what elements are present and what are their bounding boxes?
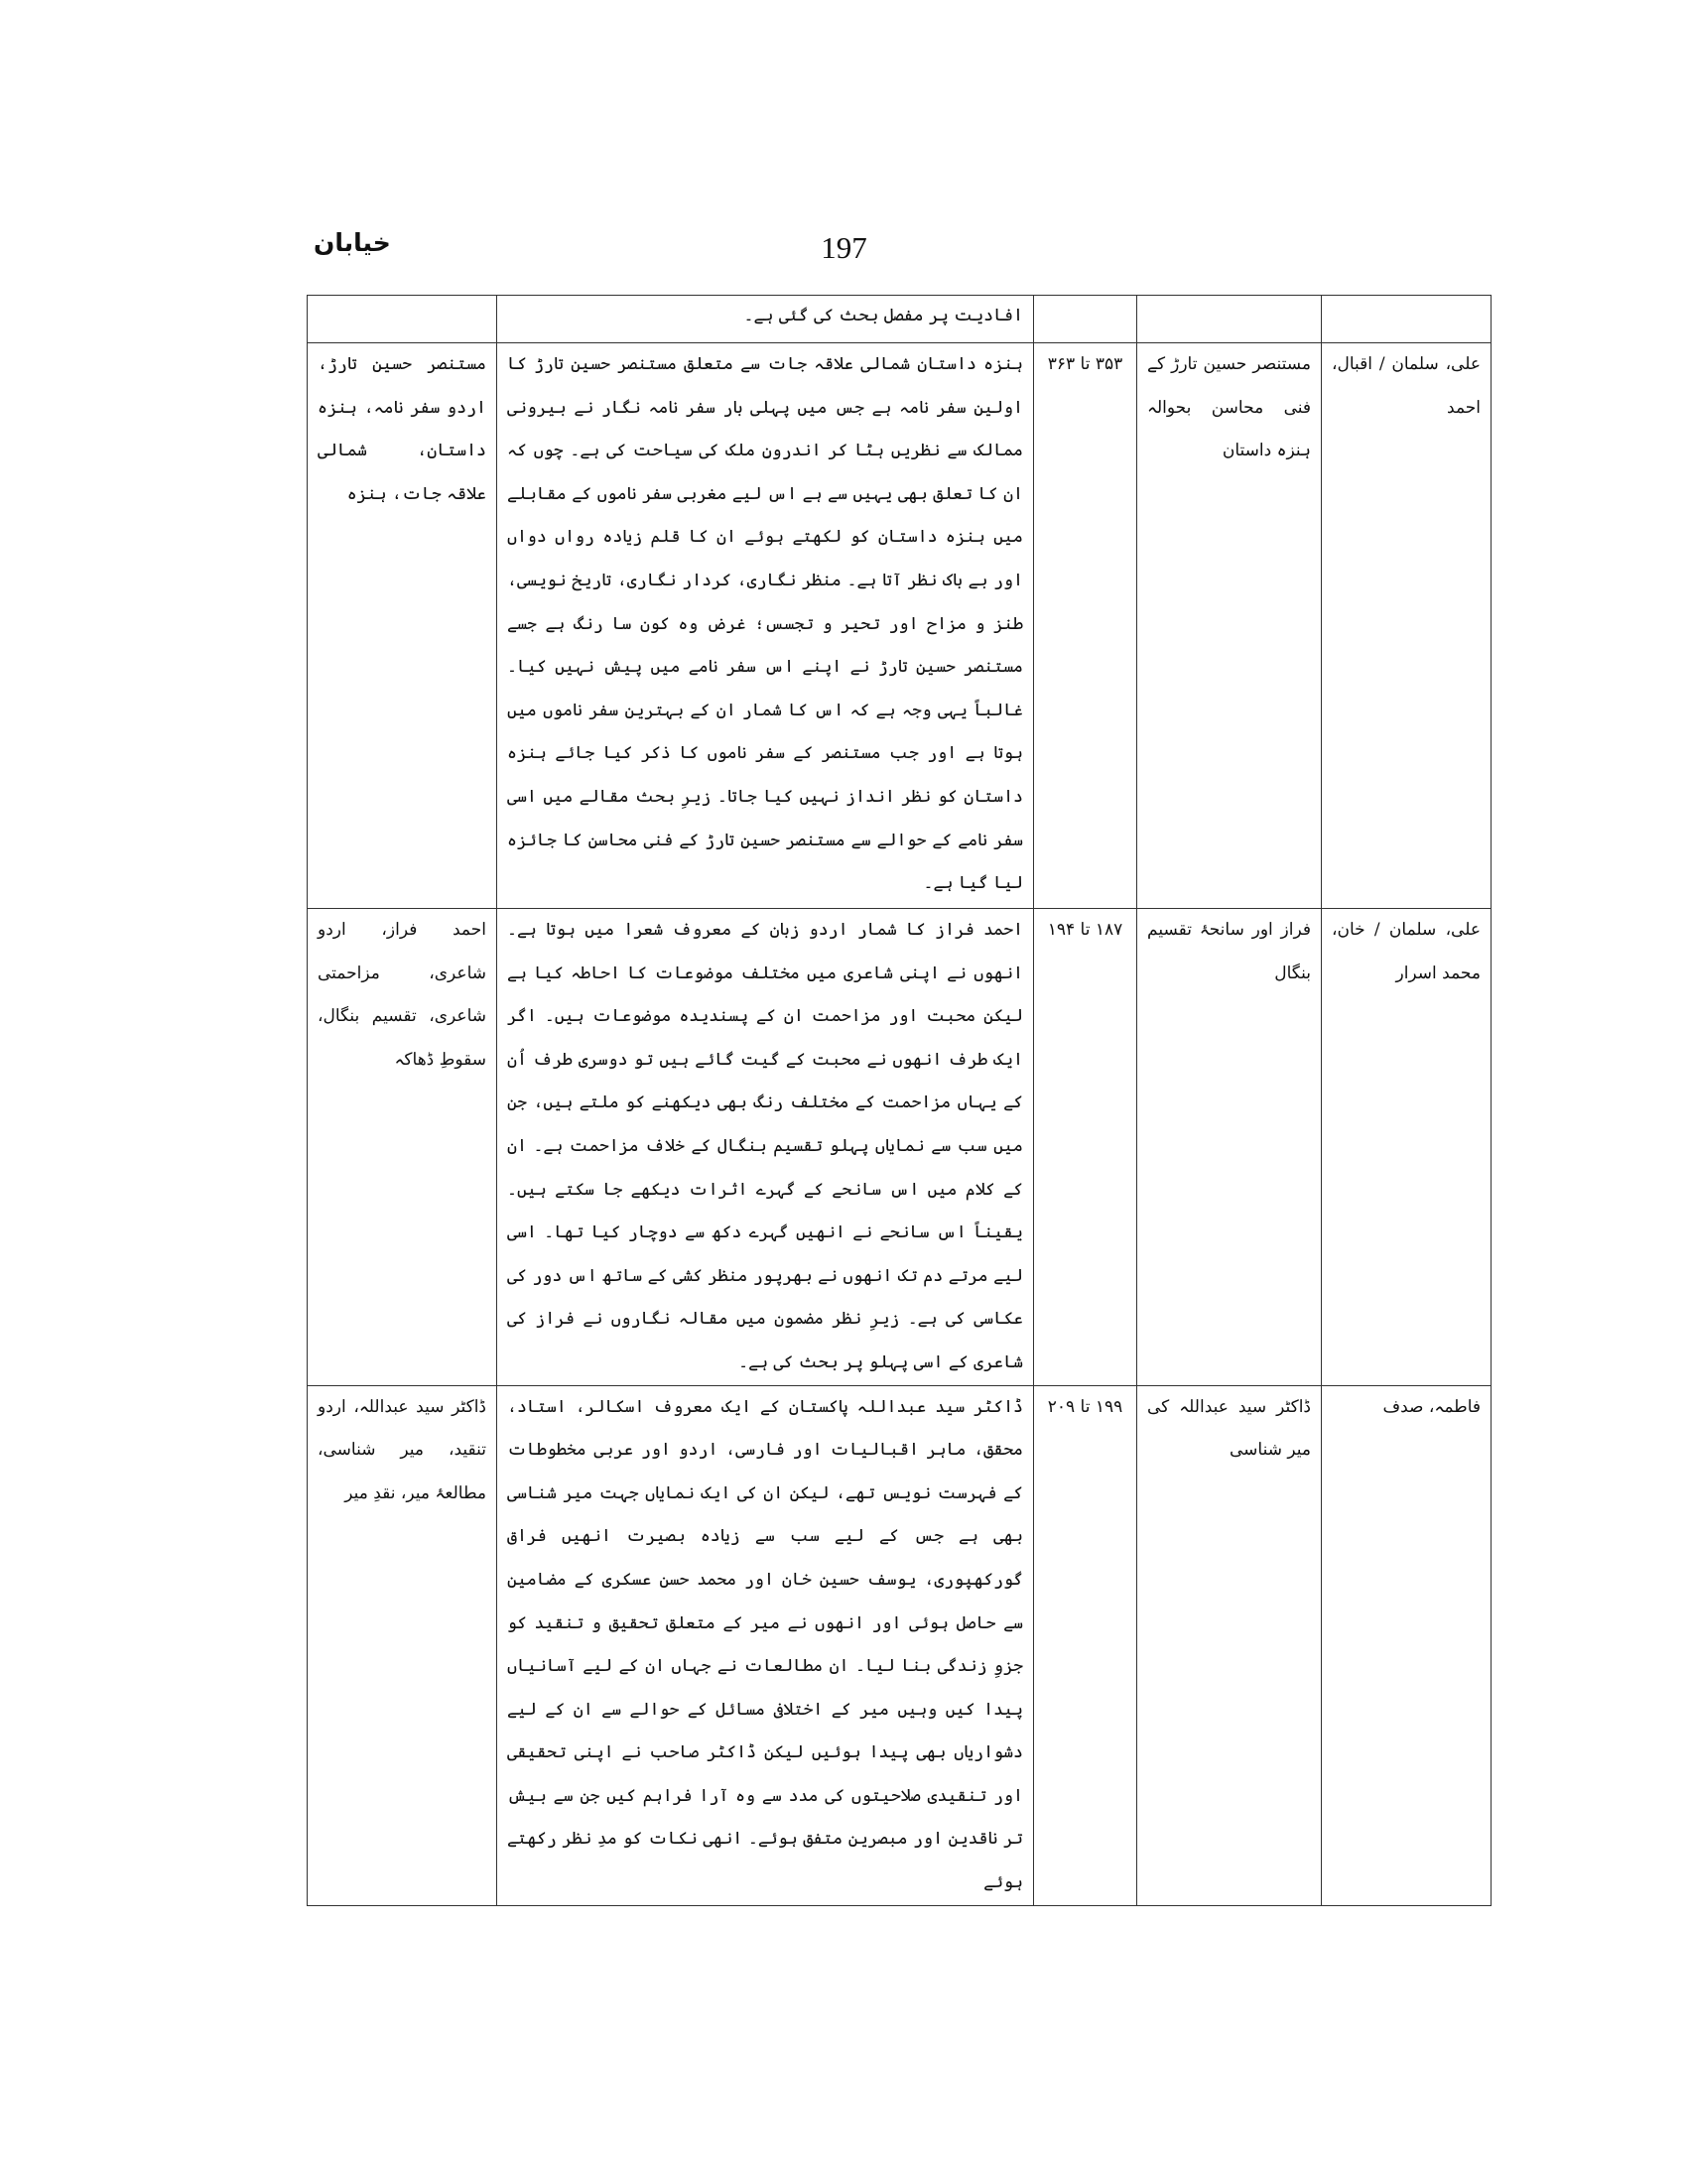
pages-cell: ۱۸۷ تا ۱۹۴ <box>1034 909 1137 1386</box>
keywords-cell <box>308 296 497 343</box>
title-cell: فراز اور سانحۂ تقسیم بنگال <box>1137 909 1322 1386</box>
journal-name: خیابان <box>314 228 391 257</box>
keywords-cell: ڈاکٹر سید عبداللہ، اردو تنقید، میر شناسی، مطالعۂ میر، نقدِ میر <box>308 1385 497 1905</box>
abstract-cell: احمد فراز کا شمار اردو زبان کے معروف شعرا میں ہوتا ہے۔ انھوں نے اپنی شاعری میں مختلف موضوعات کا احاطہ کیا ہے لیکن محبت اور مزاحمت ان کے پسندیدہ موضوعات ہیں۔ اگر ایک طرف انھوں نے محبت کے گیت گائے ہیں تو دوسری طرف اُن کے یہاں مزاحمت کے مختلف رنگ بھی دیکھنے کو ملتے ہیں، جن میں سب سے نمایاں پہلو تقسیم بنگال کے خلاف مزاحمت ہے۔ ان کے کلام میں اس سانحے کے گہرے اثرات دیکھے جا سکتے ہیں۔ یقیناً اس سانحے نے انھیں گہرے دکھ سے دوچار کیا تھا۔ اسی لیے مرتے دم تک انھوں نے بھرپور منظر کشی کے ساتھ اس دور کی عکاسی کی ہے۔ زیرِ نظر مضمون میں مقالہ نگاروں نے فراز کی شاعری کے اسی پہلو پر بحث کی ہے۔ <box>497 909 1034 1386</box>
pages-cell <box>1034 296 1137 343</box>
keywords-cell: احمد فراز، اردو شاعری، مزاحمتی شاعری، تقسیم بنگال، سقوطِ ڈھاکہ <box>308 909 497 1386</box>
abstract-cell: ڈاکٹر سید عبداللہ پاکستان کے ایک معروف اسکالر، استاد، محقق، ماہر اقبالیات اور فارسی، اردو اور عربی مخطوطات کے فہرست نویس تھے، لیکن ان کی ایک نمایاں جہت میر شناسی بھی ہے جس کے لیے سب سے زیادہ بصیرت انھیں فراق گورکھپوری، یوسف حسین خان اور محمد حسن عسکری کے مضامین سے حاصل ہوئی اور انھوں نے میر کے متعلق تحقیق و تنقید کو جزوِ زندگی بنا لیا۔ ان مطالعات نے جہاں ان کے لیے آسانیاں پیدا کیں وہیں میر کے اختلافی مسائل کے حوالے سے ان کے لیے دشواریاں بھی پیدا ہوئیں لیکن ڈاکٹر صاحب نے اپنی تحقیقی اور تنقیدی صلاحیتوں کی مدد سے وہ آرا فراہم کیں جن سے بیش تر ناقدین اور مبصرین متفق ہوئے۔ انھی نکات کو مدِ نظر رکھتے ہوئے <box>497 1385 1034 1905</box>
pages-cell: ۳۵۳ تا ۳۶۳ <box>1034 343 1137 909</box>
index-table <box>307 295 1492 1906</box>
pages-cell: ۱۹۹ تا ۲۰۹ <box>1034 1385 1137 1905</box>
title-cell: مستنصر حسین تارڑ کے فنی محاسن بحوالہ ہنزہ داستان <box>1137 343 1322 909</box>
author-cell <box>1322 296 1492 343</box>
keywords-cell: مستنصر حسین تارڑ، اردو سفر نامہ، ہنزہ داستان، شمالی علاقہ جات، ہنزہ <box>308 343 497 909</box>
title-cell: ڈاکٹر سید عبداللہ کی میر شناسی <box>1137 1385 1322 1905</box>
author-cell: علی، سلمان / اقبال، احمد <box>1322 343 1492 909</box>
abstract-cell: ہنزہ داستان شمالی علاقہ جات سے متعلق مستنصر حسین تارڑ کا اولین سفر نامہ ہے جس میں پہلی بار سفر نامہ نگار نے بیرونی ممالک سے نظریں ہٹا کر اندرونِ ملک کی سیاحت کی ہے۔ چوں کہ ان کا تعلق بھی یہیں سے ہے اس لیے مغربی سفر ناموں کے مقابلے میں ہنزہ داستان کو لکھتے ہوئے ان کا قلم زیادہ رواں دواں اور بے باک نظر آتا ہے۔ منظر نگاری، کردار نگاری، تاریخ نویسی، طنز و مزاح اور تحیر و تجسس؛ غرض وہ کون سا رنگ ہے جسے مستنصر حسین تارڑ نے اپنے اس سفر نامے میں پیش نہیں کیا۔ غالباً یہی وجہ ہے کہ اس کا شمار ان کے بہترین سفر ناموں میں ہوتا ہے اور جب مستنصر کے سفر ناموں کا ذکر کیا جائے ہنزہ داستان کو نظر انداز نہیں کیا جاتا۔ زیرِ بحث مقالے میں اسی سفر نامے کے حوالے سے مستنصر حسین تارڑ کے فنی محاسن کا جائزہ لیا گیا ہے۔ <box>497 343 1034 909</box>
table-row <box>308 909 1492 1386</box>
abstract-cell: افادیت پر مفصل بحث کی گئی ہے۔ <box>497 296 1034 343</box>
page-number: 197 <box>821 230 867 265</box>
title-cell <box>1137 296 1322 343</box>
table-row <box>308 296 1492 343</box>
author-cell: علی، سلمان / خان، محمد اسرار <box>1322 909 1492 1386</box>
table-row <box>308 343 1492 909</box>
author-cell: فاطمہ، صدف <box>1322 1385 1492 1905</box>
table-row <box>308 1385 1492 1905</box>
